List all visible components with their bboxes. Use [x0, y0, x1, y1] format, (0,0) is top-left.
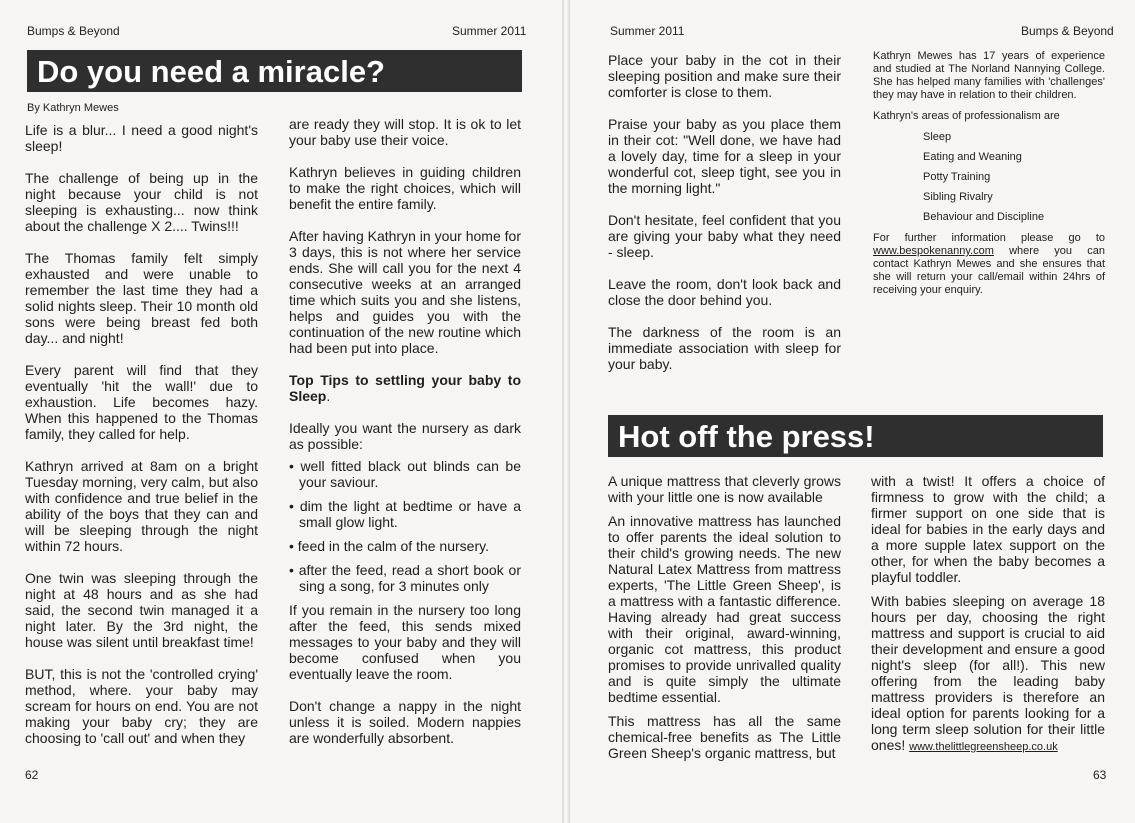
list-item: Sleep — [923, 131, 952, 143]
paragraph: are ready they will stop. It is ok to let your baby use their voice. — [289, 116, 521, 148]
list-item: Sibling Rivalry — [923, 191, 993, 203]
paragraph: with a twist! It offers a choice of firmness to grow with the child; a firmer support on one side that is ideal for babies in the early days and a more supple latex support on the other, for when the baby becomes a playful toddler. — [871, 473, 1105, 585]
little-green-sheep-link[interactable]: www.thelittlegreensheep.co.uk — [909, 741, 1058, 753]
press-column-1 — [608, 473, 841, 767]
author-bio — [873, 50, 1105, 305]
contact-info — [873, 232, 1105, 297]
article-continued-column — [608, 52, 841, 388]
paragraph: Don't change a nappy in the night unless it is soiled. Modern nappies are wonderfully absorbent. — [289, 698, 521, 746]
areas-lead: Kathryn's areas of professionalism are — [873, 110, 1060, 122]
paragraph: The darkness of the room is an immediate association with sleep for your baby. — [608, 324, 841, 372]
contact-text: where you can contact Kathryn Mewes and she ensures that she will return your call/email within 24hrs of receiving your enquiry. — [873, 245, 1105, 296]
paragraph: Life is a blur... I need a good night's sleep! — [25, 122, 258, 154]
paragraph: Kathryn believes in guiding children to make the right choices, which will benefit the entire family. — [289, 164, 521, 212]
bespokenanny-link[interactable]: www.bespokenanny.com — [873, 245, 994, 257]
paragraph — [871, 593, 1105, 755]
article-column-2 — [289, 116, 521, 762]
header-publication: Bumps & Beyond — [27, 24, 120, 38]
right-page — [570, 0, 1135, 823]
header-publication: Bumps & Beyond — [1021, 24, 1114, 38]
article-column-1 — [25, 122, 258, 762]
paragraph: An innovative mattress has launched to offer parents the ideal solution to their child's growing needs. The new Natural Latex Mattress from mattress experts, 'The Little Green Sheep', is a mattress with a fantastic difference. Having already had great success with their original, award-winning, organic cot mattress, this product promises to provide unrivalled quality and is quite simply the ultimate bedtime essential. — [608, 513, 841, 705]
bio-intro: Kathryn Mewes has 17 years of experience and studied at The Norland Nannying College. She has helped many families with 'challenges' they may have in relation to their children. — [873, 50, 1105, 101]
paragraph: The Thomas family felt simply exhausted and were unable to remember the last time they had a solid nights sleep. Their 10 month old sons were being breast fed both day... and night! — [25, 250, 258, 346]
press-title: Hot off the press! — [608, 415, 1103, 457]
list-item: • feed in the calm of the nursery. — [289, 538, 489, 554]
paragraph: Kathryn arrived at 8am on a bright Tuesday morning, very calm, but also with confidence and true belief in the ability of the boys that they can and will be sleeping through the night within 72 hours. — [25, 458, 258, 554]
paragraph: Leave the room, don't look back and close the door behind you. — [608, 276, 841, 308]
list-item: • well fitted black out blinds can be your saviour. — [289, 458, 521, 490]
article-title: Do you need a miracle? — [27, 50, 522, 92]
paragraph: Praise your baby as you place them in their cot: "Well done, we have had a lovely day, time for a sleep in your wonderful cot, sleep tight, see you in the morning light." — [608, 116, 841, 196]
list-item: Behaviour and Discipline — [923, 211, 1045, 223]
press-column-2 — [871, 473, 1105, 761]
header-issue: Summer 2011 — [610, 24, 685, 38]
header-issue: Summer 2011 — [452, 24, 527, 38]
left-page — [0, 0, 562, 823]
paragraph: Place your baby in the cot in their sleeping position and make sure their comforter is close to them. — [608, 52, 841, 100]
tips-heading — [289, 372, 521, 404]
tips-lead: Ideally you want the nursery as dark as possible: — [289, 420, 521, 452]
paragraph: If you remain in the nursery too long after the feed, this sends mixed messages to your baby and they will become confused when you eventually leave the room. — [289, 602, 521, 682]
list-item: • dim the light at bedtime or have a small glow light. — [289, 498, 521, 530]
list-item: • after the feed, read a short book or sing a song, for 3 minutes only — [289, 562, 521, 594]
contact-text: For further information please go to — [873, 232, 1105, 244]
tips-list — [289, 458, 521, 594]
list-item: Eating and Weaning — [923, 151, 1022, 163]
byline: By Kathryn Mewes — [27, 102, 119, 114]
tips-heading-period: . — [326, 388, 331, 404]
paragraph: The challenge of being up in the night because your child is not sleeping is exhausting... now think about the challenge X 2.... Twins!!! — [25, 170, 258, 234]
spine-gutter — [562, 0, 570, 823]
paragraph: After having Kathryn in your home for 3 days, this is not where her service ends. She will call you for the next 4 consecutive weeks at an arranged time which suits you and she listens, helps and guides you with the continuation of the new routine which had been put into place. — [289, 228, 521, 356]
areas-list — [923, 131, 1105, 224]
paragraph: One twin was sleeping through the night at 48 hours and as she had said, the second twin managed it a night later. By the 3rd night, the house was silent until breakfast time! — [25, 570, 258, 650]
paragraph: This mattress has all the same chemical-free benefits as The Little Green Sheep's organic mattress, but — [608, 713, 841, 761]
tips-heading-text: Top Tips to settling your baby to Sleep — [289, 372, 521, 404]
paragraph-text: With babies sleeping on average 18 hours per day, choosing the right mattress and support is crucial to aid their development and ensure a good night's sleep (for all!). This new offering from the leading baby mattress providers is therefore an ideal option for parents looking for a long term sleep solution for their little ones! — [871, 593, 1105, 753]
page-number: 62 — [25, 768, 39, 782]
list-item: Potty Training — [923, 171, 991, 183]
page-number: 63 — [1093, 768, 1107, 782]
paragraph: BUT, this is not the 'controlled crying' method, where. your baby may scream for hours on end. You are not making your baby cry; they are choosing to 'call out' and when they — [25, 666, 258, 746]
paragraph: Don't hesitate, feel confident that you are giving your baby what they need - sleep. — [608, 212, 841, 260]
paragraph: Every parent will find that they eventually 'hit the wall!' due to exhaustion. Life becomes hazy. When this happened to the Thomas family, they called for help. — [25, 362, 258, 442]
paragraph: A unique mattress that cleverly grows with your little one is now available — [608, 473, 841, 505]
